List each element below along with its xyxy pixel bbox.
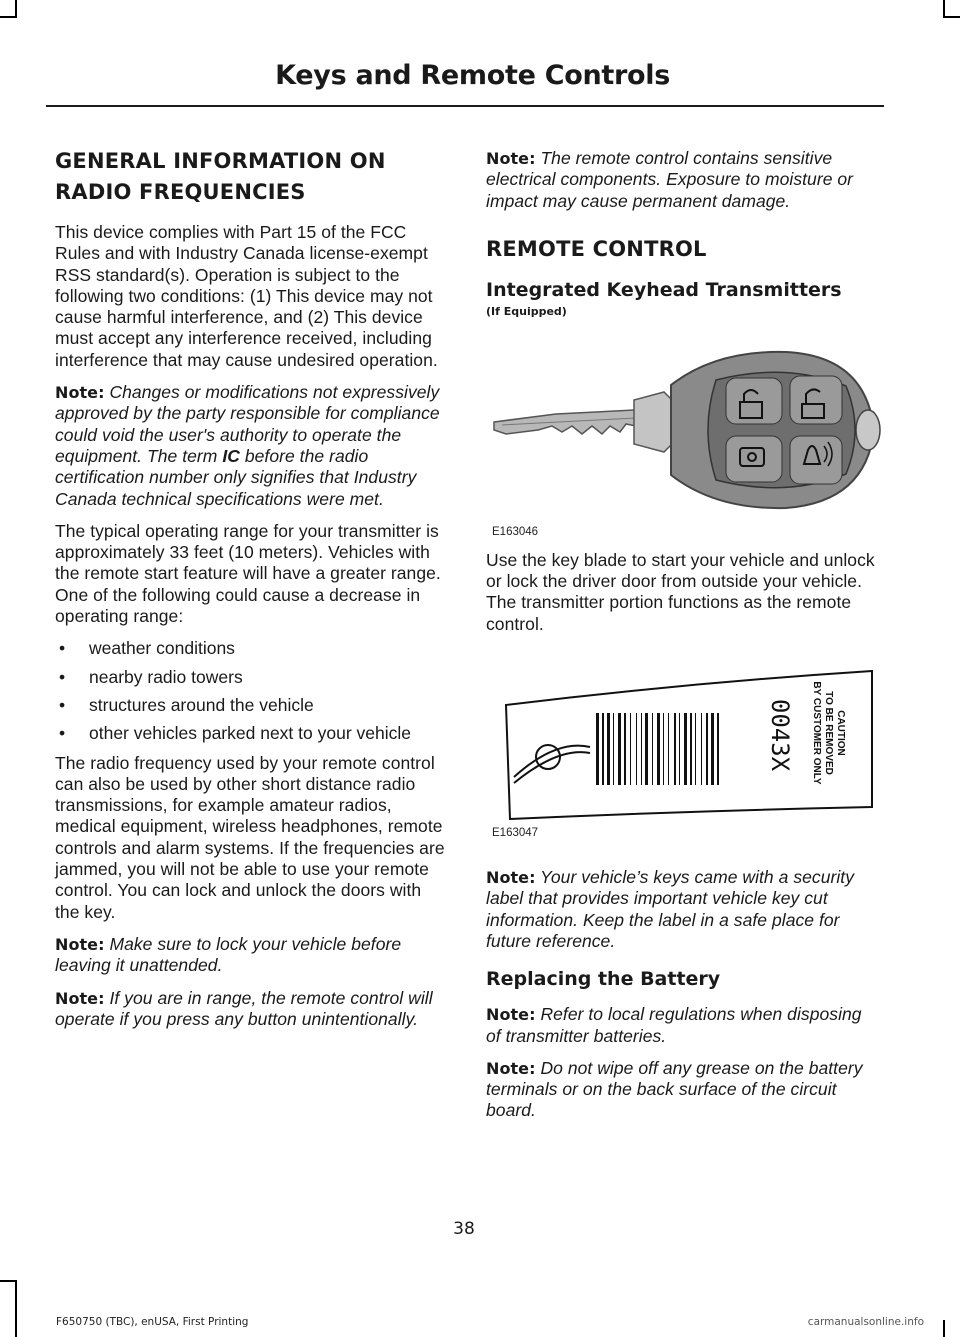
note-text-a: Changes or modifications not expressively approved by the party responsible for compliance could void the user's authority to operate the equipment. The term bbox=[55, 382, 440, 466]
note-grease bbox=[486, 1058, 881, 1122]
note-text: Refer to local regulations when disposing of transmitter batteries. bbox=[486, 1004, 862, 1046]
note-label: Note: bbox=[55, 988, 105, 1008]
bullet-icon: • bbox=[59, 638, 66, 659]
note-modifications bbox=[55, 382, 447, 510]
note-text-b: before the radio certification number only signifies that Industry Canada technical specifications were met. bbox=[55, 445, 417, 509]
note-text: Make sure to lock your vehicle before leaving it unattended. bbox=[55, 933, 402, 976]
bullet-icon: • bbox=[59, 723, 66, 744]
keyhead-transmitter-illustration bbox=[486, 330, 881, 530]
header-rule bbox=[46, 105, 884, 107]
page-number: 38 bbox=[453, 1219, 475, 1239]
note-label: Note: bbox=[486, 149, 536, 168]
range-factors-list bbox=[55, 638, 447, 744]
note-label: Note: bbox=[55, 383, 105, 403]
label-line-3: BY CUSTOMER ONLY bbox=[811, 681, 822, 785]
if-equipped-note: (If Equipped) bbox=[486, 304, 567, 318]
note-text: The remote control contains sensitive electrical components. Exposure to moisture or impact may cause permanent damage. bbox=[486, 148, 854, 211]
keyhead-transmitter-figure bbox=[486, 330, 881, 550]
list-item-text: weather conditions bbox=[89, 638, 235, 659]
key-blade-paragraph: Use the key blade to start your vehicle and unlock or lock the driver door from outside your vehicle. The transmitter portion functions as the remote control. bbox=[486, 549, 875, 634]
left-column bbox=[55, 146, 447, 1041]
list-item bbox=[55, 638, 447, 659]
list-item-text: structures around the vehicle bbox=[89, 694, 314, 715]
list-item-text: other vehicles parked next to your vehicle bbox=[89, 723, 411, 744]
figure-caption-e163047: E163047 bbox=[492, 827, 539, 840]
note-label: Note: bbox=[486, 1058, 536, 1078]
radio-frequency-paragraph: The radio frequency used by your remote control can also be used by other short distance radio transmissions, for example amateur radios, medical equipment, wireless headphones, remote controls and alarm systems. If the frequencies are jammed, you will not be able to use your remote control. You can lock and unlock the doors with the key. bbox=[55, 752, 445, 922]
note-label: Note: bbox=[55, 934, 105, 954]
footer-printing-info: F650750 (TBC), enUSA, First Printing bbox=[56, 1316, 249, 1328]
subheading-keyhead-transmitters: Integrated Keyhead Transmitters bbox=[486, 278, 842, 301]
crop-mark-bottom-right-v bbox=[943, 1320, 945, 1337]
crop-mark-top-left-h bbox=[0, 16, 17, 18]
note-label: Note: bbox=[486, 1005, 536, 1025]
bullet-icon: • bbox=[59, 666, 66, 687]
note-dispose-batteries bbox=[486, 1004, 881, 1047]
note-in-range bbox=[55, 988, 447, 1031]
page-header-title: Keys and Remote Controls bbox=[275, 60, 670, 91]
operating-range-paragraph: The typical operating range for your transmitter is approximately 33 feet (10 meters). Vehicles with the remote start feature will have a greater range. One of the following could cause a decrease in operating range: bbox=[55, 520, 441, 627]
note-text: If you are in range, the remote control will operate if you press any button unintentionally. bbox=[55, 987, 433, 1029]
crop-mark-top-right-h bbox=[943, 16, 960, 18]
figure-caption-e163046: E163046 bbox=[492, 525, 539, 538]
note-text: Do not wipe off any grease on the battery terminals or on the back surface of the circuit board. bbox=[486, 1057, 863, 1121]
note-ic-term: IC bbox=[222, 445, 240, 466]
note-security-label bbox=[486, 867, 881, 952]
section-heading-radio-frequencies bbox=[55, 146, 447, 208]
crop-mark-bottom-left-h bbox=[0, 1280, 17, 1282]
list-item-text: nearby radio towers bbox=[89, 666, 243, 687]
note-sensitive-components bbox=[486, 148, 881, 212]
subheading-replacing-battery: Replacing the Battery bbox=[486, 968, 721, 991]
security-label-illustration bbox=[486, 647, 881, 840]
security-label-figure bbox=[486, 647, 881, 867]
list-item bbox=[55, 667, 447, 688]
watermark: carmanualsonline.info bbox=[807, 1316, 924, 1328]
section-heading-remote-control: REMOTE CONTROL bbox=[486, 236, 707, 261]
crop-mark-bottom-left-v bbox=[15, 1280, 17, 1337]
label-caution: CAUTION bbox=[835, 710, 846, 756]
note-label: Note: bbox=[486, 868, 536, 888]
note-lock-vehicle bbox=[55, 934, 447, 977]
list-item bbox=[55, 695, 447, 716]
note-text: Your vehicle’s keys came with a security label that provides important vehicle key cut information. Keep the label in a safe place for future reference. bbox=[486, 867, 855, 951]
right-column bbox=[486, 148, 881, 1133]
label-line-2: TO BE REMOVED bbox=[823, 691, 834, 775]
fcc-compliance-paragraph: This device complies with Part 15 of the FCC Rules and with Industry Canada license-exempt RSS standard(s). Operation is subject to the following two conditions: (1) This device may not cause harmful interference, and (2) This device must accept any interference received, including interference that may cause undesired operation. bbox=[55, 222, 438, 370]
heading-line-1: GENERAL INFORMATION ON bbox=[55, 149, 386, 173]
label-code: 0043X bbox=[766, 698, 794, 772]
bullet-icon: • bbox=[59, 694, 66, 715]
heading-line-2: RADIO FREQUENCIES bbox=[55, 180, 306, 204]
list-item bbox=[55, 723, 447, 744]
